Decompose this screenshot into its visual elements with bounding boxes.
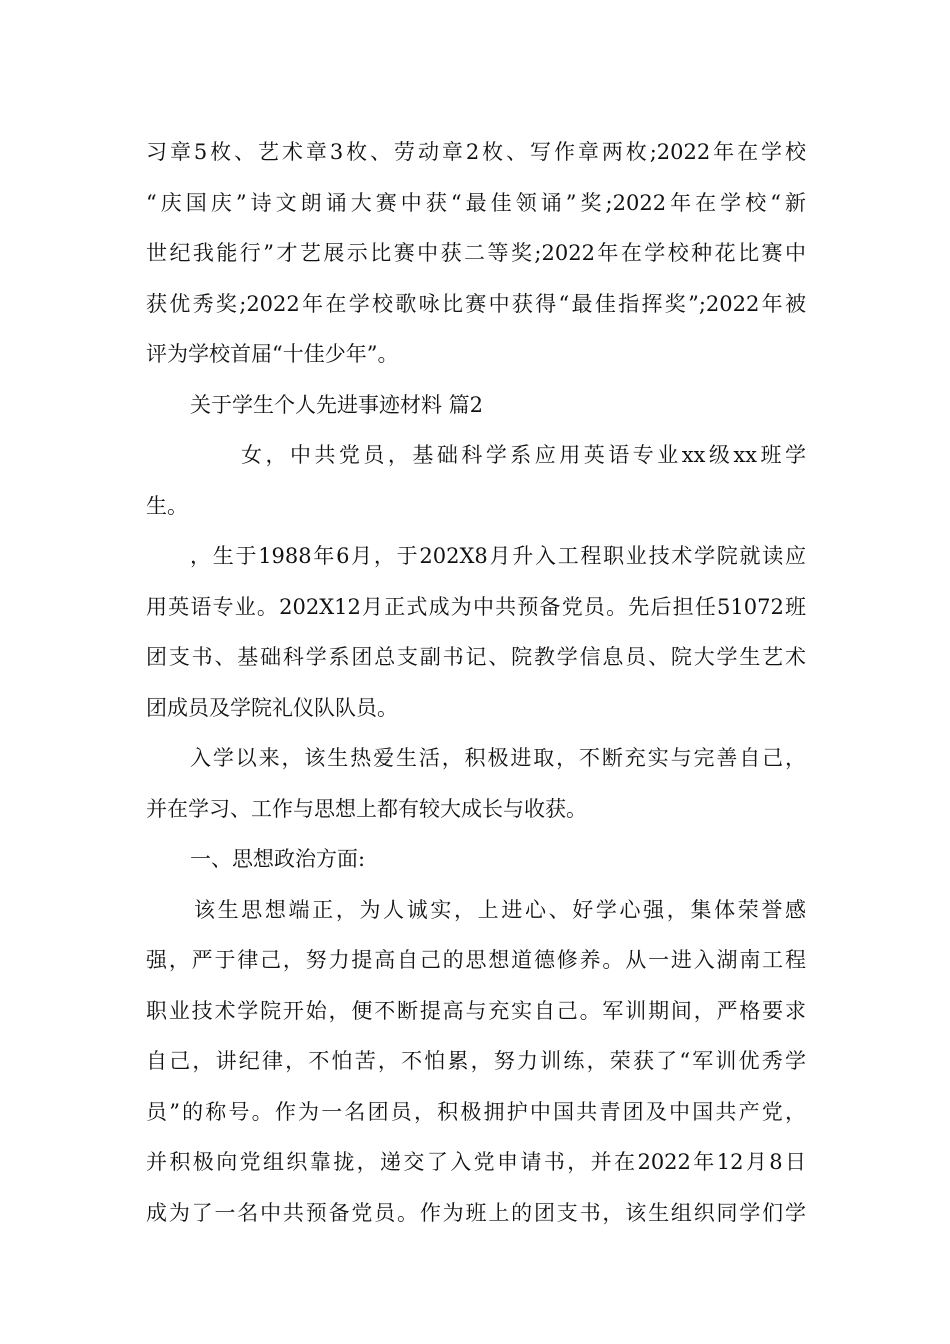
text-line: ，生于1988年6月，于202X8月升入工程职业技术学院就读应 [190, 544, 806, 568]
text-line: 并积极向党组织靠拢，递交了入党申请书，并在2022年12月8日 [146, 1150, 806, 1174]
text-line: 成为了一名中共预备党员。作为班上的团支书，该生组织同学们学 [146, 1200, 806, 1225]
text-line: 员”的称号。作为一名团员，积极拥护中国共青团及中国共产党， [146, 1099, 806, 1124]
section-heading: 一、思想政治方面: [190, 847, 366, 871]
text-line: 生。 [146, 493, 188, 518]
text-line: “庆国庆”诗文朗诵大赛中获“最佳领诵”奖;2022年在学校“新 [146, 190, 806, 215]
text-line: 入学以来，该生热爱生活，积极进取，不断充实与完善自己， [190, 746, 806, 770]
text-line: 自己，讲纪律，不怕苦，不怕累，努力训练，荣获了“军训优秀学 [146, 1049, 806, 1073]
text-line: 团成员及学院礼仪队队员。 [146, 695, 398, 720]
text-line: 女，中共党员，基础科学系应用英语专业xx级xx班学 [241, 443, 806, 467]
text-line: 评为学校首届“十佳少年”。 [146, 342, 399, 366]
text-line: 该生思想端正，为人诚实，上进心、好学心强，集体荣誉感 [194, 897, 806, 922]
document-body [146, 127, 806, 1238]
text-line: 用英语专业。202X12月正式成为中共预备党员。先后担任51072班 [146, 594, 806, 619]
text-line: 世纪我能行”才艺展示比赛中获二等奖;2022年在学校种花比赛中 [146, 241, 806, 265]
section-heading: 关于学生个人先进事迹材料 篇2 [190, 392, 484, 417]
text-line: 并在学习、工作与思想上都有较大成长与收获。 [146, 796, 587, 821]
text-line: 强，严于律己，努力提高自己的思想道德修养。从一进入湖南工程 [146, 948, 806, 972]
text-line: 习章5枚、艺术章3枚、劳动章2枚、写作章两枚;2022年在学校 [146, 140, 806, 164]
text-line: 职业技术学院开始，便不断提高与充实自己。军训期间，严格要求 [146, 998, 806, 1023]
text-line: 团支书、基础科学系团总支副书记、院教学信息员、院大学生艺术 [146, 645, 806, 669]
text-line: 获优秀奖;2022年在学校歌咏比赛中获得“最佳指挥奖”;2022年被 [146, 291, 806, 316]
